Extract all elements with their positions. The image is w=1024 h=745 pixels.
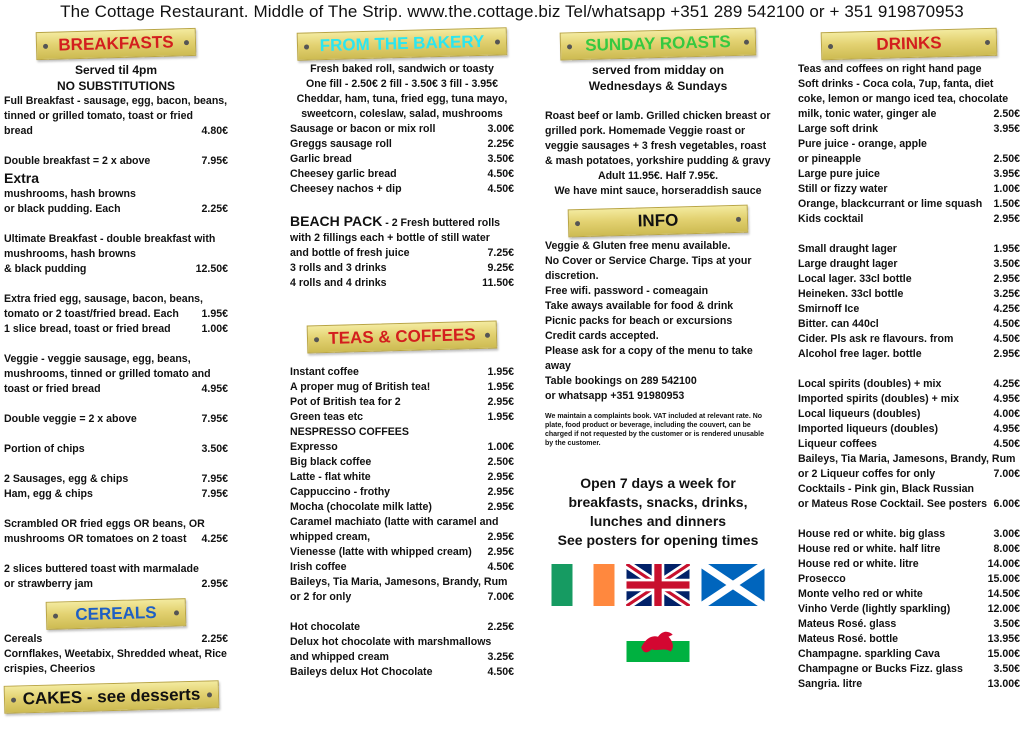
menu-item: [798, 632, 1020, 647]
menu-item: [290, 425, 514, 440]
info-line: Veggie & Gluten free menu available.: [545, 240, 731, 252]
menu-item: [798, 212, 1020, 227]
menu-item: [798, 662, 1020, 677]
menu-item: [290, 500, 514, 515]
item-price: 11.50€: [482, 277, 514, 289]
drinks-title: DRINKS: [821, 28, 998, 61]
veggie-desc: Veggie - veggie sausage, egg, beans, mushrooms, tinned or grilled tomato and: [4, 353, 211, 380]
item-price: 2.50€: [993, 153, 1020, 165]
item-price: 2.50€: [993, 108, 1020, 120]
item-name: Garlic bread: [290, 153, 352, 165]
menu-item: [798, 257, 1020, 272]
info-line: Credit cards accepted.: [545, 330, 659, 342]
menu-item: [798, 242, 1020, 257]
menu-item: [798, 527, 1020, 542]
item-name: Big black coffee: [290, 456, 372, 468]
baileys-desc: Baileys, Tia Maria, Jamesons, Brandy, Rum: [290, 576, 508, 588]
menu-item: Cereals 2.25€: [4, 633, 228, 645]
info-line: Take aways available for food & drink: [545, 300, 734, 312]
item-name: Irish coffee: [290, 561, 347, 573]
teas-title: TEAS & COFFEES: [307, 321, 498, 354]
item-name: Large draught lager: [798, 258, 898, 270]
item-name: A proper mug of British tea!: [290, 381, 431, 393]
item-name: Local liqueurs (doubles): [798, 408, 921, 420]
extra-desc: mushrooms, hash browns: [4, 188, 136, 200]
menu-item: [798, 152, 1020, 167]
menu-item: [798, 347, 1020, 362]
item-price: 1.95€: [487, 366, 514, 378]
menu-item: Double veggie = 2 x above 7.95€: [4, 413, 228, 425]
item-name: Heineken. 33cl bottle: [798, 288, 904, 300]
item-price: 3.00€: [487, 123, 514, 135]
item-name: Local spirits (doubles) + mix: [798, 378, 942, 390]
item-price: 9.25€: [487, 262, 514, 274]
menu-item: [798, 407, 1020, 422]
column-drinks: [798, 30, 1020, 692]
menu-item: [798, 437, 1020, 452]
open-line1: Open 7 days a week for: [580, 475, 736, 491]
item-price: 3.95€: [993, 123, 1020, 135]
info-line: or whatsapp +351 91980953: [545, 390, 685, 402]
item-price: 1.50€: [993, 198, 1020, 210]
item-price: 8.00€: [993, 543, 1020, 555]
open-line3: lunches and dinners: [589, 513, 727, 529]
scotland-flag-icon: [701, 564, 765, 606]
item-price: 1.95€: [487, 381, 514, 393]
menu-item: [798, 422, 1020, 437]
ireland-flag-icon: [551, 564, 615, 606]
menu-item: [290, 440, 514, 455]
item-price: 4.25€: [993, 378, 1020, 390]
item-price: 2.95€: [487, 486, 514, 498]
item-price: 4.25€: [993, 303, 1020, 315]
cocktail-desc: Cocktails - Pink gin, Black Russian: [798, 483, 975, 495]
liqueur-desc: Baileys, Tia Maria, Jamesons, Brandy, Rum: [798, 453, 1016, 465]
item-name: Greggs sausage roll: [290, 138, 392, 150]
menu-item: [290, 365, 514, 380]
menu-item: [798, 572, 1020, 587]
item-name: Smirnoff Ice: [798, 303, 860, 315]
menu-item: [290, 410, 514, 425]
item-name: Imported spirits (doubles) + mix: [798, 393, 959, 405]
item-price: 2.50€: [487, 456, 514, 468]
item-name: Mateus Rosé. glass: [798, 618, 897, 630]
menu-item: & black pudding 12.50€: [4, 263, 228, 275]
cereals-title: CEREALS: [46, 598, 187, 630]
drinks-intro: Teas and coffees on right hand page: [798, 63, 982, 75]
item-name: 4 rolls and 4 drinks: [290, 277, 387, 289]
item-name: Bitter. can 440cl: [798, 318, 879, 330]
item-price: 14.00€: [987, 558, 1020, 570]
item-price: 12.00€: [987, 603, 1020, 615]
item-name: Kids cocktail: [798, 213, 864, 225]
item-price: 4.95€: [993, 423, 1020, 435]
bakery-prices: One fill - 2.50€ 2 fill - 3.50€ 3 fill - 3.95€: [306, 78, 498, 90]
open-line2: breakfasts, snacks, drinks,: [568, 494, 748, 510]
item-name: Cappuccino - frothy: [290, 486, 391, 498]
softs-desc: Soft drinks - Coca cola, 7up, fanta, diet coke, lemon or mango iced tea, chocolate: [798, 78, 1009, 105]
item-price: 4.50€: [993, 333, 1020, 345]
menu-item: 2 Sausages, egg & chips 7.95€: [4, 473, 228, 485]
menu-item: or 2 Liqueur coffes for only 7.00€: [798, 468, 1020, 480]
beach-pack: BEACH PACK - 2 Fresh buttered rolls with 2 fillings each + bottle of still water: [290, 213, 501, 244]
item-name: Expresso: [290, 441, 338, 453]
item-name: Monte velho red or white: [798, 588, 923, 600]
menu-item: [290, 246, 514, 261]
menu-item: Portion of chips 3.50€: [4, 443, 228, 455]
menu-item: whipped cream, 2.95€: [290, 531, 514, 543]
item-price: 4.50€: [487, 183, 514, 195]
item-price: 2.95€: [487, 501, 514, 513]
menu-item: [798, 617, 1020, 632]
item-name: Green teas etc: [290, 411, 364, 423]
extra-title: Extra: [4, 170, 40, 186]
menu-item: mushrooms OR tomatoes on 2 toast 4.25€: [4, 533, 228, 545]
item-price: 2.95€: [993, 213, 1020, 225]
item-price: 2.25€: [487, 138, 514, 150]
item-price: 3.95€: [993, 168, 1020, 180]
info-line: Please ask for a copy of the menu to take away: [545, 345, 753, 372]
menu-item: [798, 587, 1020, 602]
info-line: No Cover or Service Charge. Tips at your discretion.: [545, 255, 752, 282]
menu-item: [290, 380, 514, 395]
item-name: or pineapple: [798, 153, 861, 165]
item-price: 4.50€: [993, 438, 1020, 450]
item-name: Cider. Pls ask re flavours. from: [798, 333, 954, 345]
item-price: 4.50€: [487, 168, 514, 180]
item-name: and bottle of fresh juice: [290, 247, 410, 259]
menu-item: [798, 332, 1020, 347]
item-name: House red or white. big glass: [798, 528, 946, 540]
item-price: 1.95€: [487, 411, 514, 423]
info-line: Picnic packs for beach or excursions: [545, 315, 733, 327]
item-name: Large soft drink: [798, 123, 879, 135]
item-name: Large pure juice: [798, 168, 880, 180]
item-name: Still or fizzy water: [798, 183, 888, 195]
scrambled-desc: Scrambled OR fried eggs OR beans, OR: [4, 518, 205, 530]
item-price: 3.25€: [993, 288, 1020, 300]
menu-item: [798, 197, 1020, 212]
column-sunday: [545, 30, 771, 676]
menu-item: [798, 647, 1020, 662]
juice-desc: Pure juice - orange, apple: [798, 138, 927, 150]
column-breakfasts: [4, 30, 228, 715]
item-price: 15.00€: [987, 573, 1020, 585]
item-name: 3 rolls and 3 drinks: [290, 262, 387, 274]
item-price: 15.00€: [987, 648, 1020, 660]
menu-item: tomato or 2 toast/fried bread. Each 1.95€: [4, 308, 228, 320]
item-price: 1.00€: [993, 183, 1020, 195]
menu-item: [290, 485, 514, 500]
info-line: Table bookings on 289 542100: [545, 375, 697, 387]
menu-item: [798, 122, 1020, 137]
menu-item: [290, 137, 514, 152]
column-bakery: [290, 30, 514, 680]
menu-item: [798, 317, 1020, 332]
item-name: milk, tonic water, ginger ale: [798, 108, 937, 120]
item-price: 2.95€: [487, 471, 514, 483]
menu-item: or black pudding. Each 2.25€: [4, 203, 228, 215]
menu-item: [290, 152, 514, 167]
sunday-sub2: Wednesdays & Sundays: [588, 79, 728, 93]
breakfasts-title: BREAKFASTS: [36, 28, 197, 60]
menu-item: [798, 272, 1020, 287]
menu-item: [798, 602, 1020, 617]
page-header: The Cottage Restaurant. Middle of The Strip. www.the.cottage.biz Tel/whatsapp +351 289 542100 or + 351 919870953: [60, 2, 964, 21]
item-name: Vienesse (latte with whipped cream): [290, 546, 472, 558]
sunday-sub1: served from midday on: [591, 63, 725, 77]
item-price: 2.95€: [487, 546, 514, 558]
item-price: 4.50€: [487, 561, 514, 573]
slices-desc: 2 slices buttered toast with marmalade: [4, 563, 199, 575]
flags: [545, 564, 771, 676]
menu-item: [798, 392, 1020, 407]
item-name: Latte - flat white: [290, 471, 371, 483]
item-price: 2.95€: [487, 396, 514, 408]
item-name: Imported liqueurs (doubles): [798, 423, 939, 435]
menu-item: [290, 395, 514, 410]
menu-item: [798, 677, 1020, 692]
item-name: Mateus Rosé. bottle: [798, 633, 899, 645]
open-line4: See posters for opening times: [557, 532, 759, 548]
item-name: Pot of British tea for 2: [290, 396, 401, 408]
menu-item: [290, 122, 514, 137]
item-price: 4.95€: [993, 393, 1020, 405]
menu-item: or strawberry jam 2.95€: [4, 578, 228, 590]
menu-item: Baileys delux Hot Chocolate 4.50€: [290, 666, 514, 678]
menu-item: 1 slice bread, toast or fried bread 1.00€: [4, 323, 228, 335]
item-price: 2.95€: [993, 348, 1020, 360]
item-price: 13.95€: [987, 633, 1020, 645]
uk-flag-icon: [626, 564, 690, 606]
item-price: 14.50€: [987, 588, 1020, 600]
menu-item: or Mateus Rose Cocktail. See posters 6.00€: [798, 498, 1020, 510]
bakery-title: FROM THE BAKERY: [297, 27, 508, 60]
item-name: Instant coffee: [290, 366, 359, 378]
item-name: Sausage or bacon or mix roll: [290, 123, 436, 135]
menu-item: [798, 542, 1020, 557]
item-name: Champagne. sparkling Cava: [798, 648, 940, 660]
menu-item: [290, 167, 514, 182]
menu-item: and whipped cream 3.25€: [290, 651, 514, 663]
served-until: Served til 4pm: [74, 63, 158, 77]
menu-item: [290, 560, 514, 575]
bakery-intro: Fresh baked roll, sandwich or toasty: [310, 63, 494, 75]
cakes-title: CAKES - see desserts: [4, 680, 220, 714]
delux-desc: Delux hot chocolate with marshmallows: [290, 636, 492, 648]
menu-item: Double breakfast = 2 x above 7.95€: [4, 155, 228, 167]
item-name: Cheesey garlic bread: [290, 168, 397, 180]
info-line: Free wifi. password - comeagain: [545, 285, 709, 297]
item-name: Mocha (chocolate milk latte): [290, 501, 432, 513]
item-name: Local lager. 33cl bottle: [798, 273, 912, 285]
item-price: 3.50€: [993, 258, 1020, 270]
info-title: INFO: [568, 205, 749, 238]
item-price: 2.95€: [993, 273, 1020, 285]
menu-item: or 2 for only 7.00€: [290, 591, 514, 603]
menu-item: [798, 377, 1020, 392]
item-name: Alcohol free lager. bottle: [798, 348, 922, 360]
menu-item: Hot chocolate 2.25€: [290, 621, 514, 633]
menu-item: [798, 107, 1020, 122]
menu-item: bread 4.80€: [4, 125, 228, 137]
item-name: NESPRESSO COFFEES: [290, 426, 409, 438]
item-name: House red or white. litre: [798, 558, 919, 570]
complaints-note: We maintain a complaints book. VAT included at relevant rate. No plate, food product or beverage, including the couvert, can be charged if not requested by the customer or is rendered unusable by the customer.: [545, 413, 764, 447]
item-price: 7.25€: [487, 247, 514, 259]
item-price: 4.50€: [993, 318, 1020, 330]
item-price: 3.00€: [993, 528, 1020, 540]
item-price: 13.00€: [987, 678, 1020, 690]
item-name: Orange, blackcurrant or lime squash: [798, 198, 983, 210]
item-name: Cheesey nachos + dip: [290, 183, 402, 195]
menu-item: toast or fried bread 4.95€: [4, 383, 228, 395]
ultimate-desc: Ultimate Breakfast - double breakfast with mushrooms, hash browns: [4, 233, 216, 260]
sunday-sauce: We have mint sauce, horseraddish sauce: [554, 185, 762, 197]
item-price: 3.50€: [993, 663, 1020, 675]
item-price: 3.50€: [993, 618, 1020, 630]
item-price: [510, 425, 514, 440]
item-price: 1.95€: [993, 243, 1020, 255]
item-name: Prosecco: [798, 573, 846, 585]
no-substitutions: NO SUBSTITUTIONS: [56, 79, 175, 93]
menu-item: [290, 261, 514, 276]
menu-item: Ham, egg & chips 7.95€: [4, 488, 228, 500]
menu-item: [798, 182, 1020, 197]
item-price: 3.50€: [487, 153, 514, 165]
menu-item: [798, 167, 1020, 182]
sunday-price: Adult 11.95€. Half 7.95€.: [597, 170, 719, 182]
sunday-title: SUNDAY ROASTS: [560, 27, 757, 60]
item-name: Sangria. litre: [798, 678, 863, 690]
menu-item: [798, 302, 1020, 317]
menu-item: [290, 545, 514, 560]
item-name: House red or white. half litre: [798, 543, 941, 555]
fried-desc: Extra fried egg, sausage, bacon, beans,: [4, 293, 203, 305]
item-name: Champagne or Bucks Fizz. glass: [798, 663, 963, 675]
item-name: Small draught lager: [798, 243, 897, 255]
wales-flag-icon: [626, 620, 690, 662]
item-name: Liqueur coffees: [798, 438, 877, 450]
menu-item: [798, 557, 1020, 572]
menu-item: [290, 455, 514, 470]
menu-item: [290, 470, 514, 485]
menu-item: [798, 287, 1020, 302]
item-price: 1.00€: [487, 441, 514, 453]
bakery-fillings: Cheddar, ham, tuna, fried egg, tuna mayo, sweetcorn, coleslaw, salad, mushrooms: [296, 93, 508, 120]
full-breakfast-desc: Full Breakfast - sausage, egg, bacon, beans, tinned or grilled tomato, toast or fried: [4, 95, 228, 122]
sunday-desc: Roast beef or lamb. Grilled chicken breast or grilled pork. Homemade Veggie roast or veggie sausages + 3 fresh vegetables, roast & mash potatoes, yorkshire pudding & gravy: [545, 110, 771, 167]
caramel-desc: Caramel machiato (latte with caramel and: [290, 516, 499, 528]
menu-item: [290, 276, 514, 291]
cereals-desc: Cornflakes, Weetabix, Shredded wheat, Rice crispies, Cheerios: [4, 648, 227, 675]
item-name: Vinho Verde (lightly sparkling): [798, 603, 951, 615]
menu-item: [290, 182, 514, 197]
item-price: 4.00€: [993, 408, 1020, 420]
